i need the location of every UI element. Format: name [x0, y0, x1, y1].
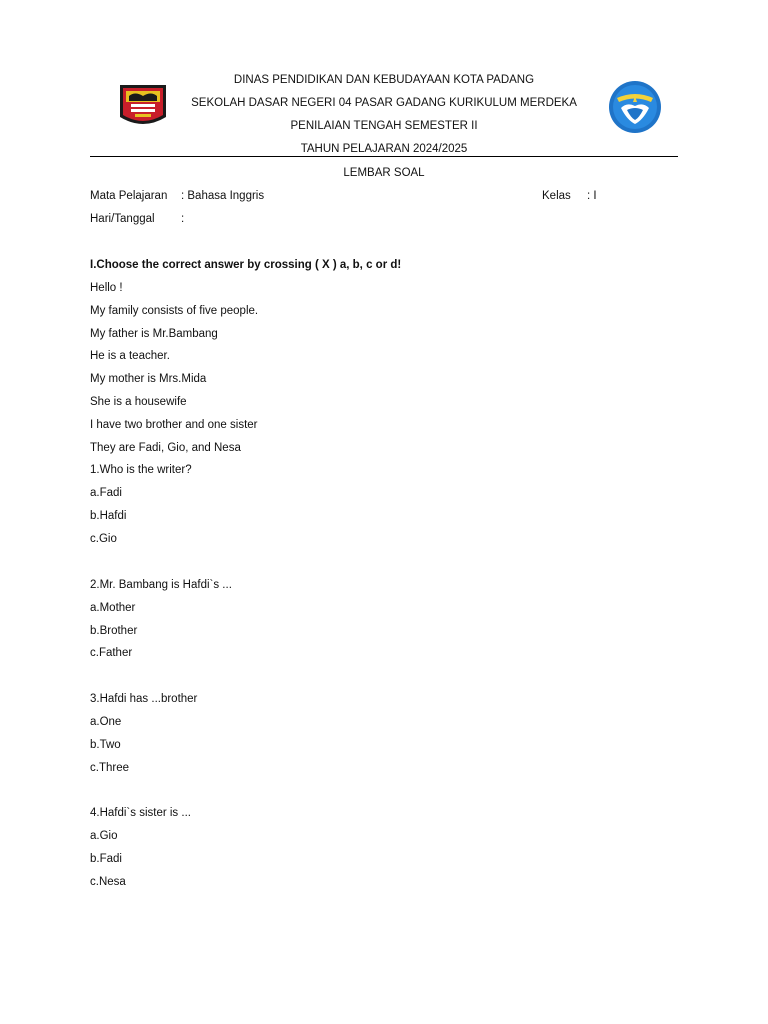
question-text: 4.Hafdi`s sister is ...	[90, 807, 191, 819]
answer-option: c.Nesa	[90, 876, 126, 888]
header-school-year: TAHUN PELAJARAN 2024/2025	[300, 143, 468, 155]
header-school-name: SEKOLAH DASAR NEGERI 04 PASAR GADANG KURIKULUM MERDEKA	[191, 97, 577, 109]
answer-option: a.One	[90, 716, 122, 728]
header-divider	[90, 156, 678, 157]
answer-option: c.Father	[90, 647, 133, 659]
answer-option: b.Fadi	[90, 853, 122, 865]
passage-line: My family consists of five people.	[90, 305, 259, 317]
passage-line: I have two brother and one sister	[90, 419, 258, 431]
subject-value: : Bahasa Inggris	[181, 190, 265, 202]
subject-label: Mata Pelajaran	[90, 190, 168, 202]
date-value: :	[181, 213, 185, 225]
passage-line: They are Fadi, Gio, and Nesa	[90, 442, 241, 454]
answer-option: c.Three	[90, 762, 129, 774]
answer-option: b.Hafdi	[90, 510, 127, 522]
answer-option: a.Gio	[90, 830, 118, 842]
passage-line: Hello !	[90, 282, 123, 294]
question-text: 3.Hafdi has ...brother	[90, 693, 198, 705]
question-text: 2.Mr. Bambang is Hafdi`s ...	[90, 579, 232, 591]
class-value: : I	[587, 190, 597, 202]
passage-line: She is a housewife	[90, 396, 187, 408]
passage-line: He is a teacher.	[90, 350, 170, 362]
answer-option: b.Brother	[90, 625, 138, 637]
instruction-text: I.Choose the correct answer by crossing ( X ) a, b, c or d!	[90, 259, 402, 271]
answer-option: a.Fadi	[90, 487, 122, 499]
passage-line: My mother is Mrs.Mida	[90, 373, 207, 385]
date-label: Hari/Tanggal	[90, 213, 155, 225]
header-exam-name: PENILAIAN TENGAH SEMESTER II	[290, 120, 478, 132]
class-label: Kelas	[542, 190, 571, 202]
passage-line: My father is Mr.Bambang	[90, 328, 218, 340]
question-text: 1.Who is the writer?	[90, 464, 192, 476]
answer-option: a.Mother	[90, 602, 136, 614]
sheet-title: LEMBAR SOAL	[343, 167, 425, 179]
answer-option: b.Two	[90, 739, 121, 751]
answer-option: c.Gio	[90, 533, 117, 545]
header-office-name: DINAS PENDIDIKAN DAN KEBUDAYAAN KOTA PADANG	[233, 74, 535, 86]
